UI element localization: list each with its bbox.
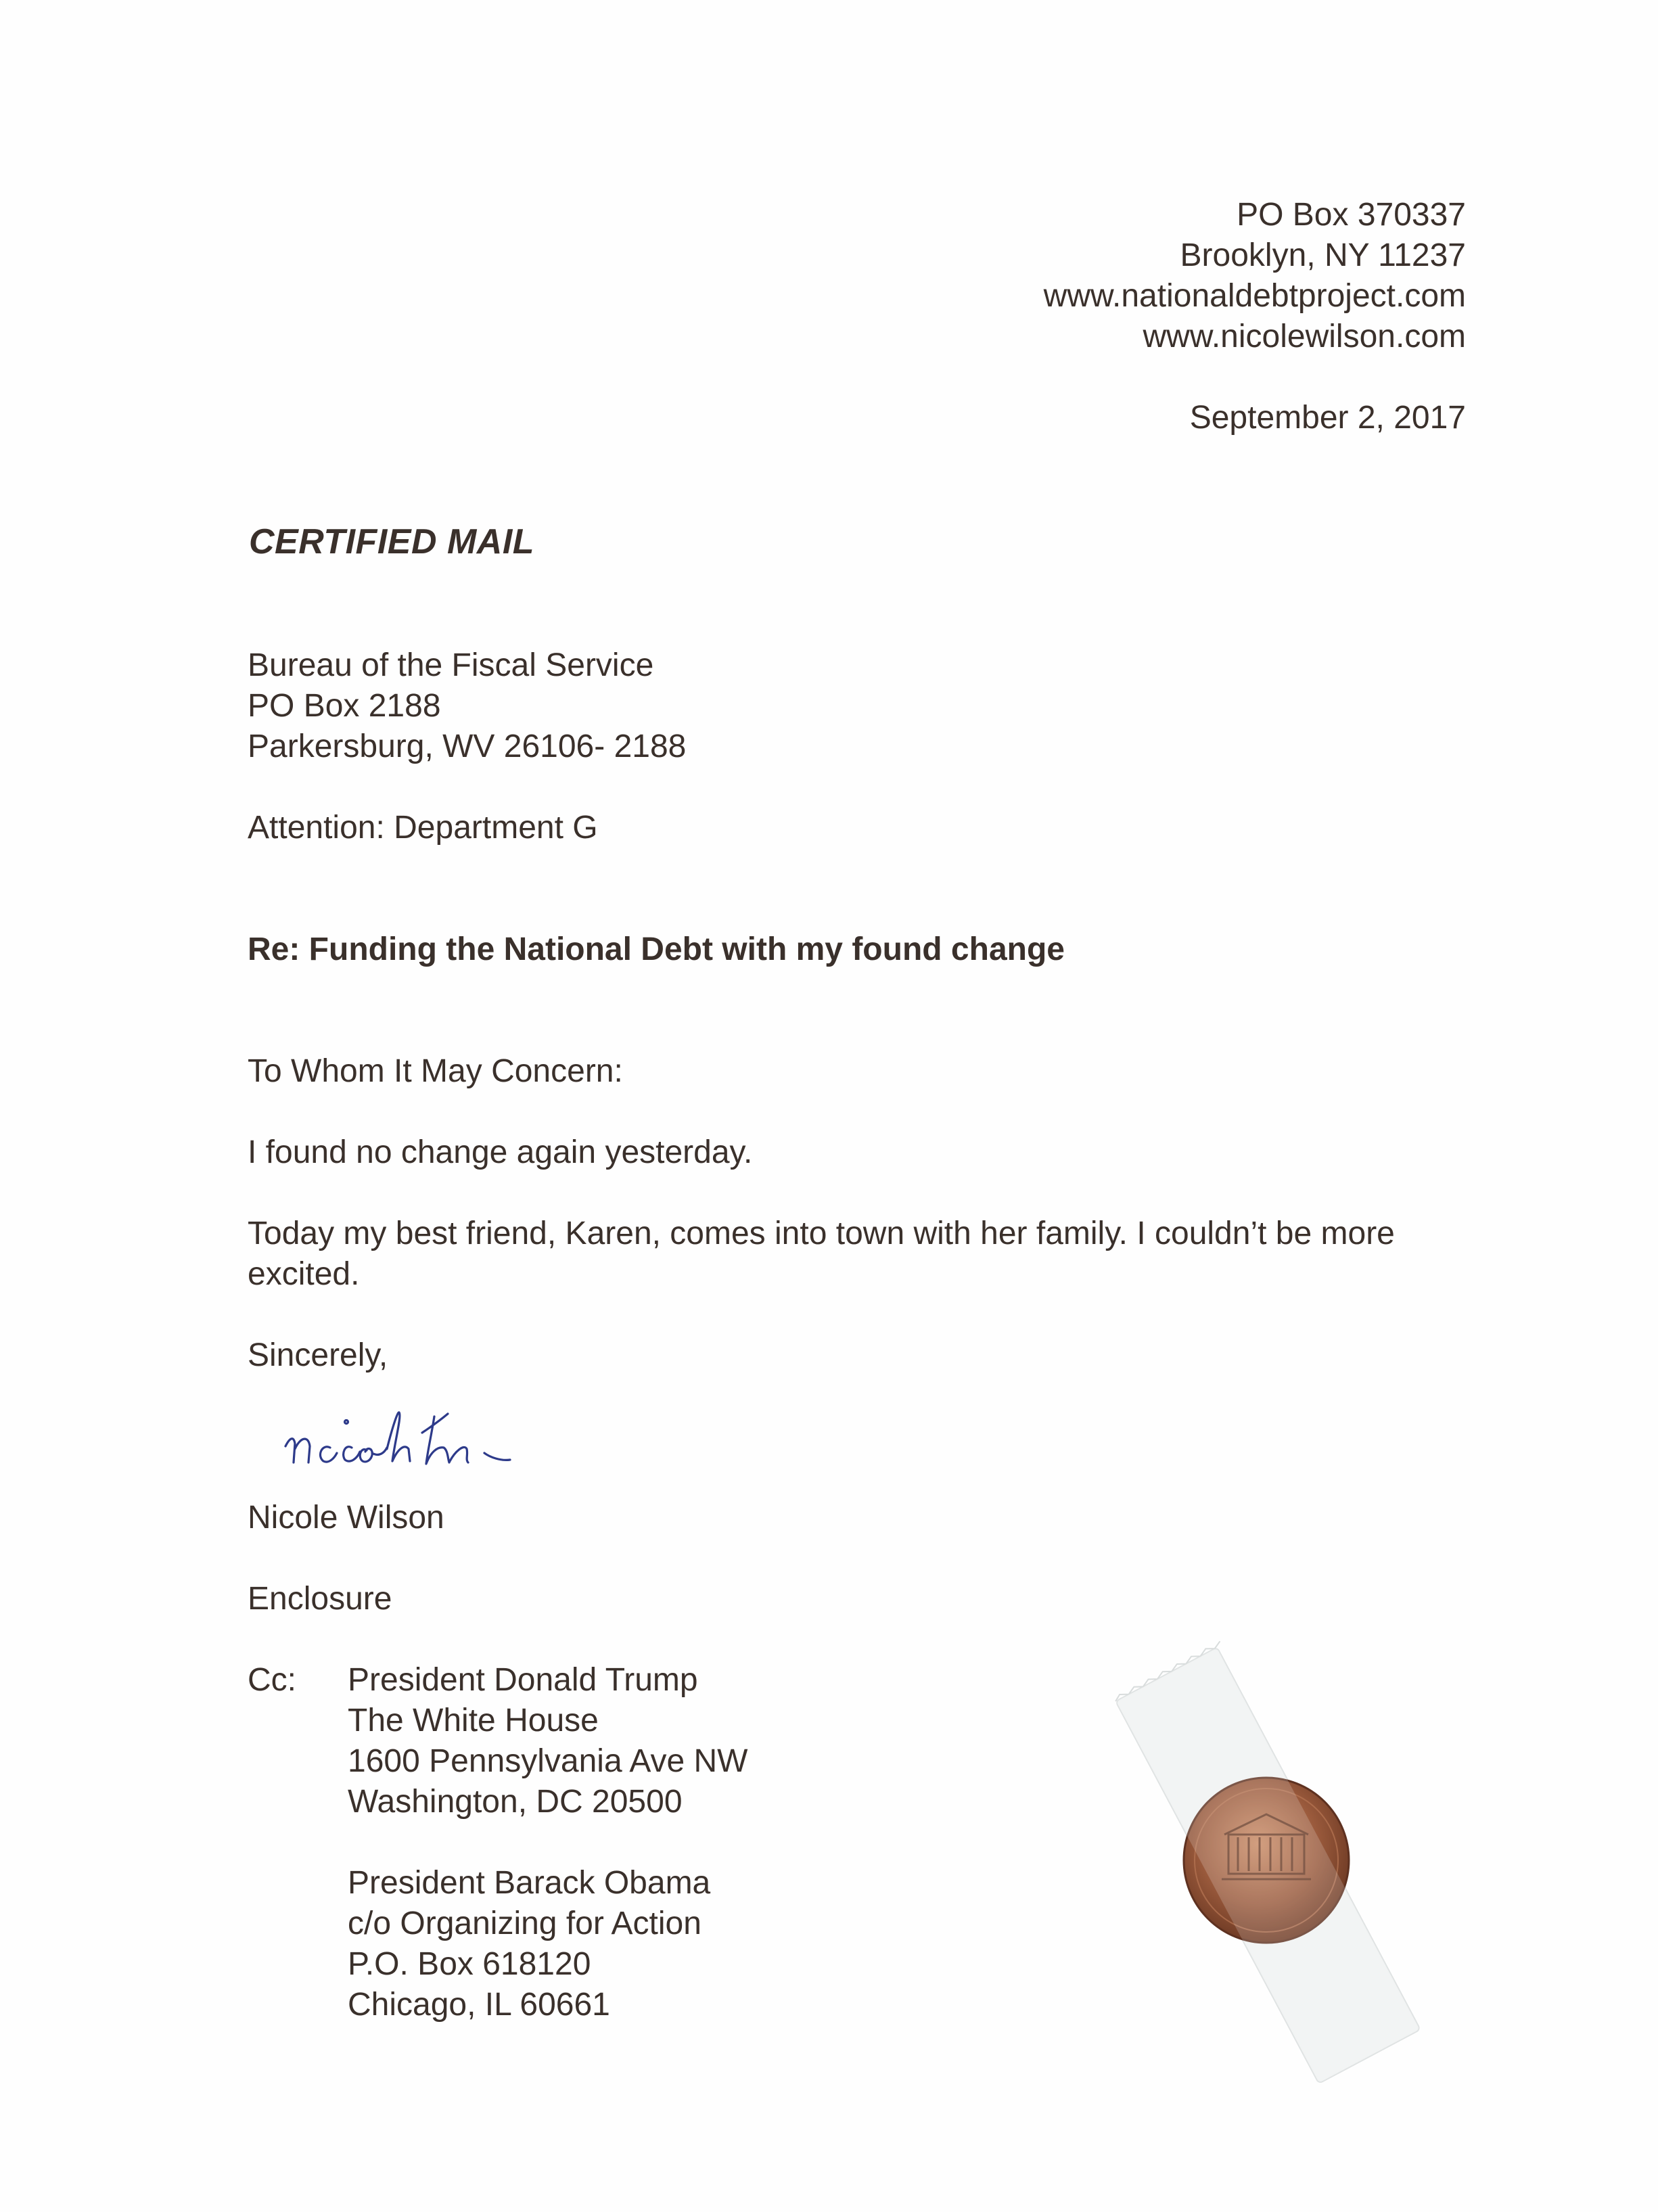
signer-name: Nicole Wilson xyxy=(248,1500,444,1536)
cc-recipient-2-line4: Chicago, IL 60661 xyxy=(348,1987,610,2023)
sender-address-line1: PO Box 370337 xyxy=(1237,197,1466,233)
recipient-address-line1: PO Box 2188 xyxy=(248,688,441,724)
sender-address-line2: Brooklyn, NY 11237 xyxy=(1180,237,1466,273)
cc-label: Cc: xyxy=(248,1662,296,1698)
handwritten-signature xyxy=(277,1373,643,1495)
subject-line: Re: Funding the National Debt with my found change xyxy=(248,931,1065,967)
closing: Sincerely, xyxy=(248,1337,388,1373)
delivery-method: CERTIFIED MAIL xyxy=(249,522,535,561)
cc-recipient-1-line2: The White House xyxy=(348,1703,599,1738)
sender-website-1: www.nationaldebtproject.com xyxy=(1043,278,1466,314)
body-paragraph-2: Today my best friend, Karen, comes into town with her family. I couldn’t be more excited. xyxy=(248,1216,1395,1292)
taped-penny xyxy=(1109,1637,1421,2097)
cc-recipient-1-line3: 1600 Pennsylvania Ave NW xyxy=(348,1743,748,1779)
cc-recipient-2-line1: President Barack Obama xyxy=(348,1865,711,1901)
cc-recipient-1-line4: Washington, DC 20500 xyxy=(348,1784,683,1820)
cc-recipient-1-line1: President Donald Trump xyxy=(348,1662,698,1698)
cc-recipient-2-line3: P.O. Box 618120 xyxy=(348,1946,591,1982)
recipient-address-line2: Parkersburg, WV 26106- 2188 xyxy=(248,729,687,764)
sender-website-2: www.nicolewilson.com xyxy=(1143,319,1466,354)
recipient-attention: Attention: Department G xyxy=(248,810,598,846)
salutation: To Whom It May Concern: xyxy=(248,1053,623,1089)
body-paragraph-1: I found no change again yesterday. xyxy=(248,1134,753,1170)
letter-date: September 2, 2017 xyxy=(1189,400,1466,436)
enclosure-note: Enclosure xyxy=(248,1581,392,1617)
recipient-name: Bureau of the Fiscal Service xyxy=(248,647,654,683)
cc-recipient-2-line2: c/o Organizing for Action xyxy=(348,1906,701,1941)
